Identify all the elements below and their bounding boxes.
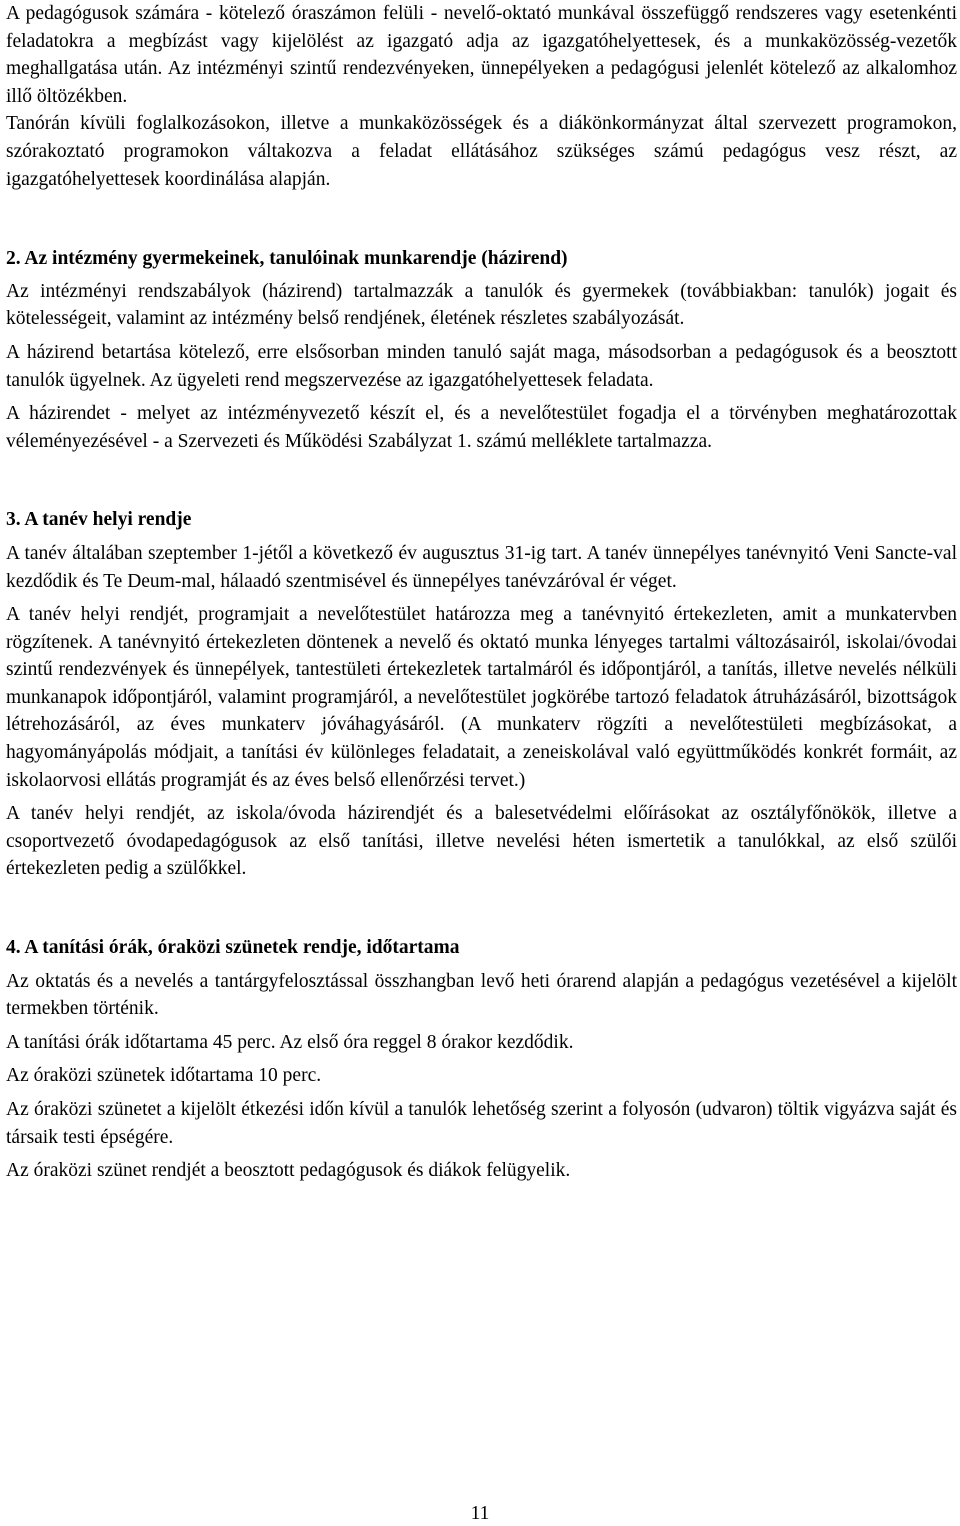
paragraph-extracurricular: Tanórán kívüli foglalkozásokon, illetve a munkaközösségek és a diákönkormányzat által szervezett programokon, szórakoztató programokon váltakozva a feladat ellátásához szükséges számú pedagógus vesz részt, az igazgatóhelyettesek koordinálása alapján.: [6, 113, 957, 190]
paragraph-break-supervision: Az óraközi szünet rendjét a beosztott pedagógusok és diákok felügyelik.: [6, 1160, 571, 1182]
paragraph-house-rules-content: Az intézményi rendszabályok (házirend) tartalmazzák a tanulók és gyermekek (továbbiakban: tanulók) jogait és kötelességeit, valamint az intézmény belső rendjének, életének részletes szabályozását.: [6, 280, 957, 330]
paragraph-school-year-communication: A tanév helyi rendjét, az iskola/óvoda házirendjét és a balesetvédelmi előírásokat az osztályfőnökök, illetve a csoportvezető óvodapedagógusok az első tanítási, illetve nevelési héten ismertetik a tanulókkal, az első szülői értekezleten pedig a szülőkkel.: [6, 803, 957, 880]
paragraph-house-rules-approval: A házirendet - melyet az intézményvezető készít el, és a nevelőtestület fogadja el a törvényben meghatározottak véleményezésével - a Szervezeti és Működési Szabályzat 1. számú melléklete tartalmazza.: [6, 403, 957, 452]
paragraph-break-location: Az óraközi szünetet a kijelölt étkezési időn kívül a tanulók lehetőség szerint a folyosón (udvaron) töltik vigyázva saját és társaik testi épségére.: [6, 1099, 957, 1148]
heading-section-4: 4. A tanítási órák, óraközi szünetek rendje, időtartama: [6, 937, 460, 959]
paragraph-lesson-duration: A tanítási órák időtartama 45 perc. Az első óra reggel 8 órakor kezdődik.: [6, 1031, 574, 1053]
paragraph-school-year-span: A tanév általában szeptember 1-jétől a következő év augusztus 31-ig tart. A tanév ünnepélyes tanévnyitó Veni Sancte-val kezdődik és Te Deum-mal, hálaadó szentmisével és ünnepélyes tanévzáróval ér véget.: [6, 542, 957, 592]
paragraph-break-duration: Az óraközi szünetek időtartama 10 perc.: [6, 1065, 322, 1087]
heading-section-3: 3. A tanév helyi rendje: [6, 509, 192, 531]
paragraph-school-year-planning: A tanév helyi rendjét, programjait a nevelőtestület határozza meg a tanévnyitó értekezleten, amit a munkatervben rögzítenek. A tanévnyitó értekezleten döntenek a nevelő és oktató munka lényeges tartalmi változásairól, iskolai/óvodai szintű rendezvények és ünnepélyek, tantestületi értekezletek tartalmáról és időpontjáról, a tanítás, illetve nevelés nélküli munkanapok időpontjáról, valamint programjáról, a nevelőtestület jogkörébe tartozó feladatok átruházásáról, bizottságok létrehozásáról, az éves munkaterv jóváhagyásáról. (A munkaterv rögzíti a nevelőtestületi megbízásokat, a hagyományápolás módjait, a tanítási év különleges feladatait, a zeneiskolával való együttműködés konkrét formáit, az iskolaorvosi ellátás programját és az éves belső ellenőrzési tervet.): [6, 604, 957, 791]
paragraph-timetable: Az oktatás és a nevelés a tantárgyfelosztással összhangban levő heti órarend alapján a pedagógus vezetésével a kijelölt termekben történik.: [6, 970, 957, 1020]
paragraph-teacher-duties: A pedagógusok számára - kötelező óraszámon felüli - nevelő-oktató munkával összefüggő rendszeres vagy esetenkénti feladatokra a megbízást vagy kijelölést az igazgató adja az igazgatóhelyettesek, és a munkaközösség-vezetők meghallgatása után. Az intézményi szintű rendezvényeken, ünnepélyeken a pedagógusi jelenlét kötelező az alkalomhoz illő öltözékben.: [6, 3, 957, 107]
paragraph-house-rules-compliance: A házirend betartása kötelező, erre elsősorban minden tanuló saját maga, másodsorban a pedagógusok és a beosztott tanulók ügyelnek. Az ügyeleti rend megszervezése az igazgatóhelyettesek feladata.: [6, 341, 957, 391]
document-page: [6, 0, 957, 1185]
page-number: 11: [470, 1503, 490, 1524]
heading-section-2: 2. Az intézmény gyermekeinek, tanulóinak munkarendje (házirend): [6, 248, 568, 270]
